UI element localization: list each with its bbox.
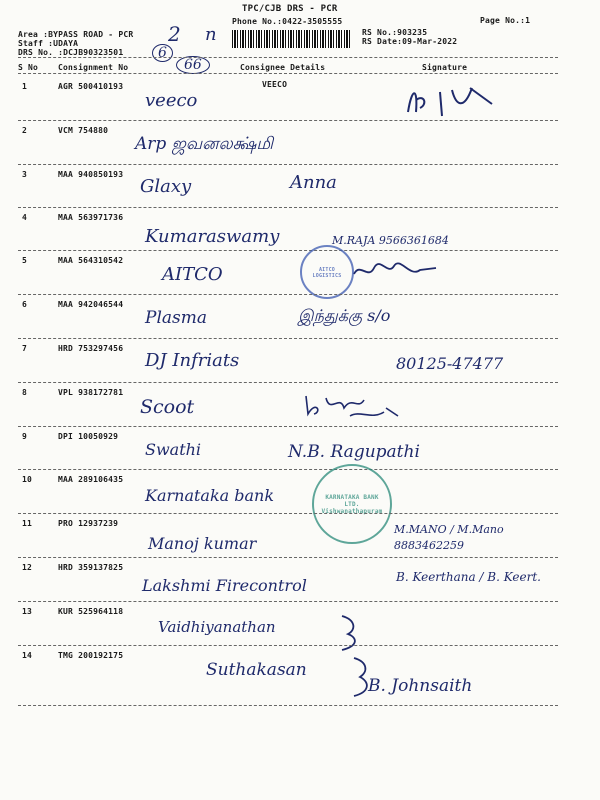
row-handwritten-consignee: Lakshmi Firecontrol xyxy=(142,576,307,595)
row-sno: 12 xyxy=(22,563,33,572)
row-divider xyxy=(18,120,558,121)
row-divider xyxy=(18,207,558,208)
drs-number: DRS No. :DCJB90323501 xyxy=(18,48,124,57)
row-handwritten-consignee: veeco xyxy=(145,90,198,111)
row-handwritten-consignee: AITCO xyxy=(162,264,223,285)
row-consignment-no: MAA 942046544 xyxy=(58,300,124,309)
brace-mark xyxy=(336,612,366,652)
row-sno: 10 xyxy=(22,475,33,484)
column-header-sno: S No xyxy=(18,63,39,72)
row-signature-text: B. Johnsaith xyxy=(368,676,473,696)
staff-label: Staff :UDAYA xyxy=(18,39,79,48)
rs-number: RS No.:903235 xyxy=(362,28,428,37)
signature-scribble xyxy=(400,82,510,122)
barcode-icon xyxy=(232,30,350,48)
row-handwritten-consignee: Glaxy xyxy=(140,176,192,197)
row-signature-text: Anna xyxy=(290,172,337,193)
hand-note-2: n xyxy=(205,24,217,45)
row-consignment-no: AGR 500410193 xyxy=(58,82,124,91)
row-divider xyxy=(18,250,558,251)
row-divider xyxy=(18,164,558,165)
row-sno: 7 xyxy=(22,344,28,353)
row-handwritten-consignee: Manoj kumar xyxy=(148,534,257,553)
row-handwritten-consignee: Swathi xyxy=(145,440,202,459)
row-divider xyxy=(18,469,558,470)
row-signature-text: B. Keerthana / B. Keert. xyxy=(396,570,541,584)
signature-scribble xyxy=(300,390,410,424)
row-consignment-no: VPL 938172781 xyxy=(58,388,124,397)
row-divider xyxy=(18,601,558,602)
row-sno: 6 xyxy=(22,300,28,309)
row-sno: 2 xyxy=(22,126,28,135)
column-header-consignment: Consignment No xyxy=(58,63,129,72)
header-rule-top xyxy=(18,57,558,58)
page-title: TPC/CJB DRS - PCR xyxy=(242,4,338,14)
row-handwritten-consignee: DJ Infriats xyxy=(145,350,240,371)
row-divider xyxy=(18,294,558,295)
row-handwritten-consignee: Karnataka bank xyxy=(145,486,275,505)
row-sno: 8 xyxy=(22,388,28,397)
row-sno: 11 xyxy=(22,519,33,528)
company-stamp xyxy=(300,245,354,299)
row-consignment-no: DPI 10050929 xyxy=(58,432,119,441)
row-sno: 9 xyxy=(22,432,28,441)
row-consignment-no: TMG 200192175 xyxy=(58,651,124,660)
row-handwritten-consignee: Suthakasan xyxy=(206,660,307,680)
row-divider xyxy=(18,645,558,646)
signature-scribble xyxy=(350,256,440,286)
row-sno: 4 xyxy=(22,213,28,222)
header-rule-bottom xyxy=(18,73,558,74)
column-header-consignee: Consignee Details xyxy=(240,63,326,72)
row-signature-text: 80125-47477 xyxy=(396,354,504,373)
row-divider xyxy=(18,338,558,339)
row-signature-text: M.MANO / M.Mano 8883462259 xyxy=(394,523,504,552)
area-label: Area :BYPASS ROAD - PCR xyxy=(18,30,134,39)
row-divider xyxy=(18,382,558,383)
bank-stamp xyxy=(312,464,392,544)
page-number: Page No.:1 xyxy=(480,16,531,25)
row-divider xyxy=(18,705,558,706)
row-consignment-no: HRD 753297456 xyxy=(58,344,124,353)
row-sno: 13 xyxy=(22,607,33,616)
row-sno: 3 xyxy=(22,170,28,179)
row-handwritten-consignee: Scoot xyxy=(140,396,195,418)
row-divider xyxy=(18,557,558,558)
row-printed-consignee: VEECO xyxy=(262,80,288,89)
row-sno: 14 xyxy=(22,651,33,660)
row-signature-text: இந்துக்கு s/o xyxy=(298,306,391,325)
row-divider xyxy=(18,513,558,514)
row-sno: 1 xyxy=(22,82,28,91)
row-consignment-no: VCM 754880 xyxy=(58,126,109,135)
row-consignment-no: PRO 12937239 xyxy=(58,519,119,528)
rs-date: RS Date:09-Mar-2022 xyxy=(362,37,458,46)
row-consignment-no: HRD 359137825 xyxy=(58,563,124,572)
column-header-signature: Signature xyxy=(422,63,468,72)
row-consignment-no: MAA 289106435 xyxy=(58,475,124,484)
row-handwritten-consignee: Plasma xyxy=(145,308,207,328)
phone-number: Phone No.:0422-3505555 xyxy=(232,17,343,26)
hand-circled-1: 6 xyxy=(152,44,173,62)
row-sno: 5 xyxy=(22,256,28,265)
stamp-text: KARNATAKA BANK LTD. Vishwanathapuram xyxy=(321,494,383,515)
hand-circled-2: 66 xyxy=(176,56,210,74)
stamp-text: AITCO LOGISTICS xyxy=(312,267,342,279)
row-handwritten-consignee: Arp ஜவனலக்ஷ்மி xyxy=(135,134,274,154)
row-signature-text: M.RAJA 9566361684 xyxy=(332,234,449,247)
row-consignment-no: MAA 564310542 xyxy=(58,256,124,265)
row-divider xyxy=(18,426,558,427)
row-handwritten-consignee: Kumaraswamy xyxy=(145,226,280,247)
row-signature-text: N.B. Ragupathi xyxy=(288,442,420,462)
row-consignment-no: MAA 563971736 xyxy=(58,213,124,222)
row-handwritten-consignee: Vaidhiyanathan xyxy=(158,618,276,636)
row-consignment-no: MAA 940850193 xyxy=(58,170,124,179)
row-consignment-no: KUR 525964118 xyxy=(58,607,124,616)
hand-note-1: 2 xyxy=(168,22,181,46)
